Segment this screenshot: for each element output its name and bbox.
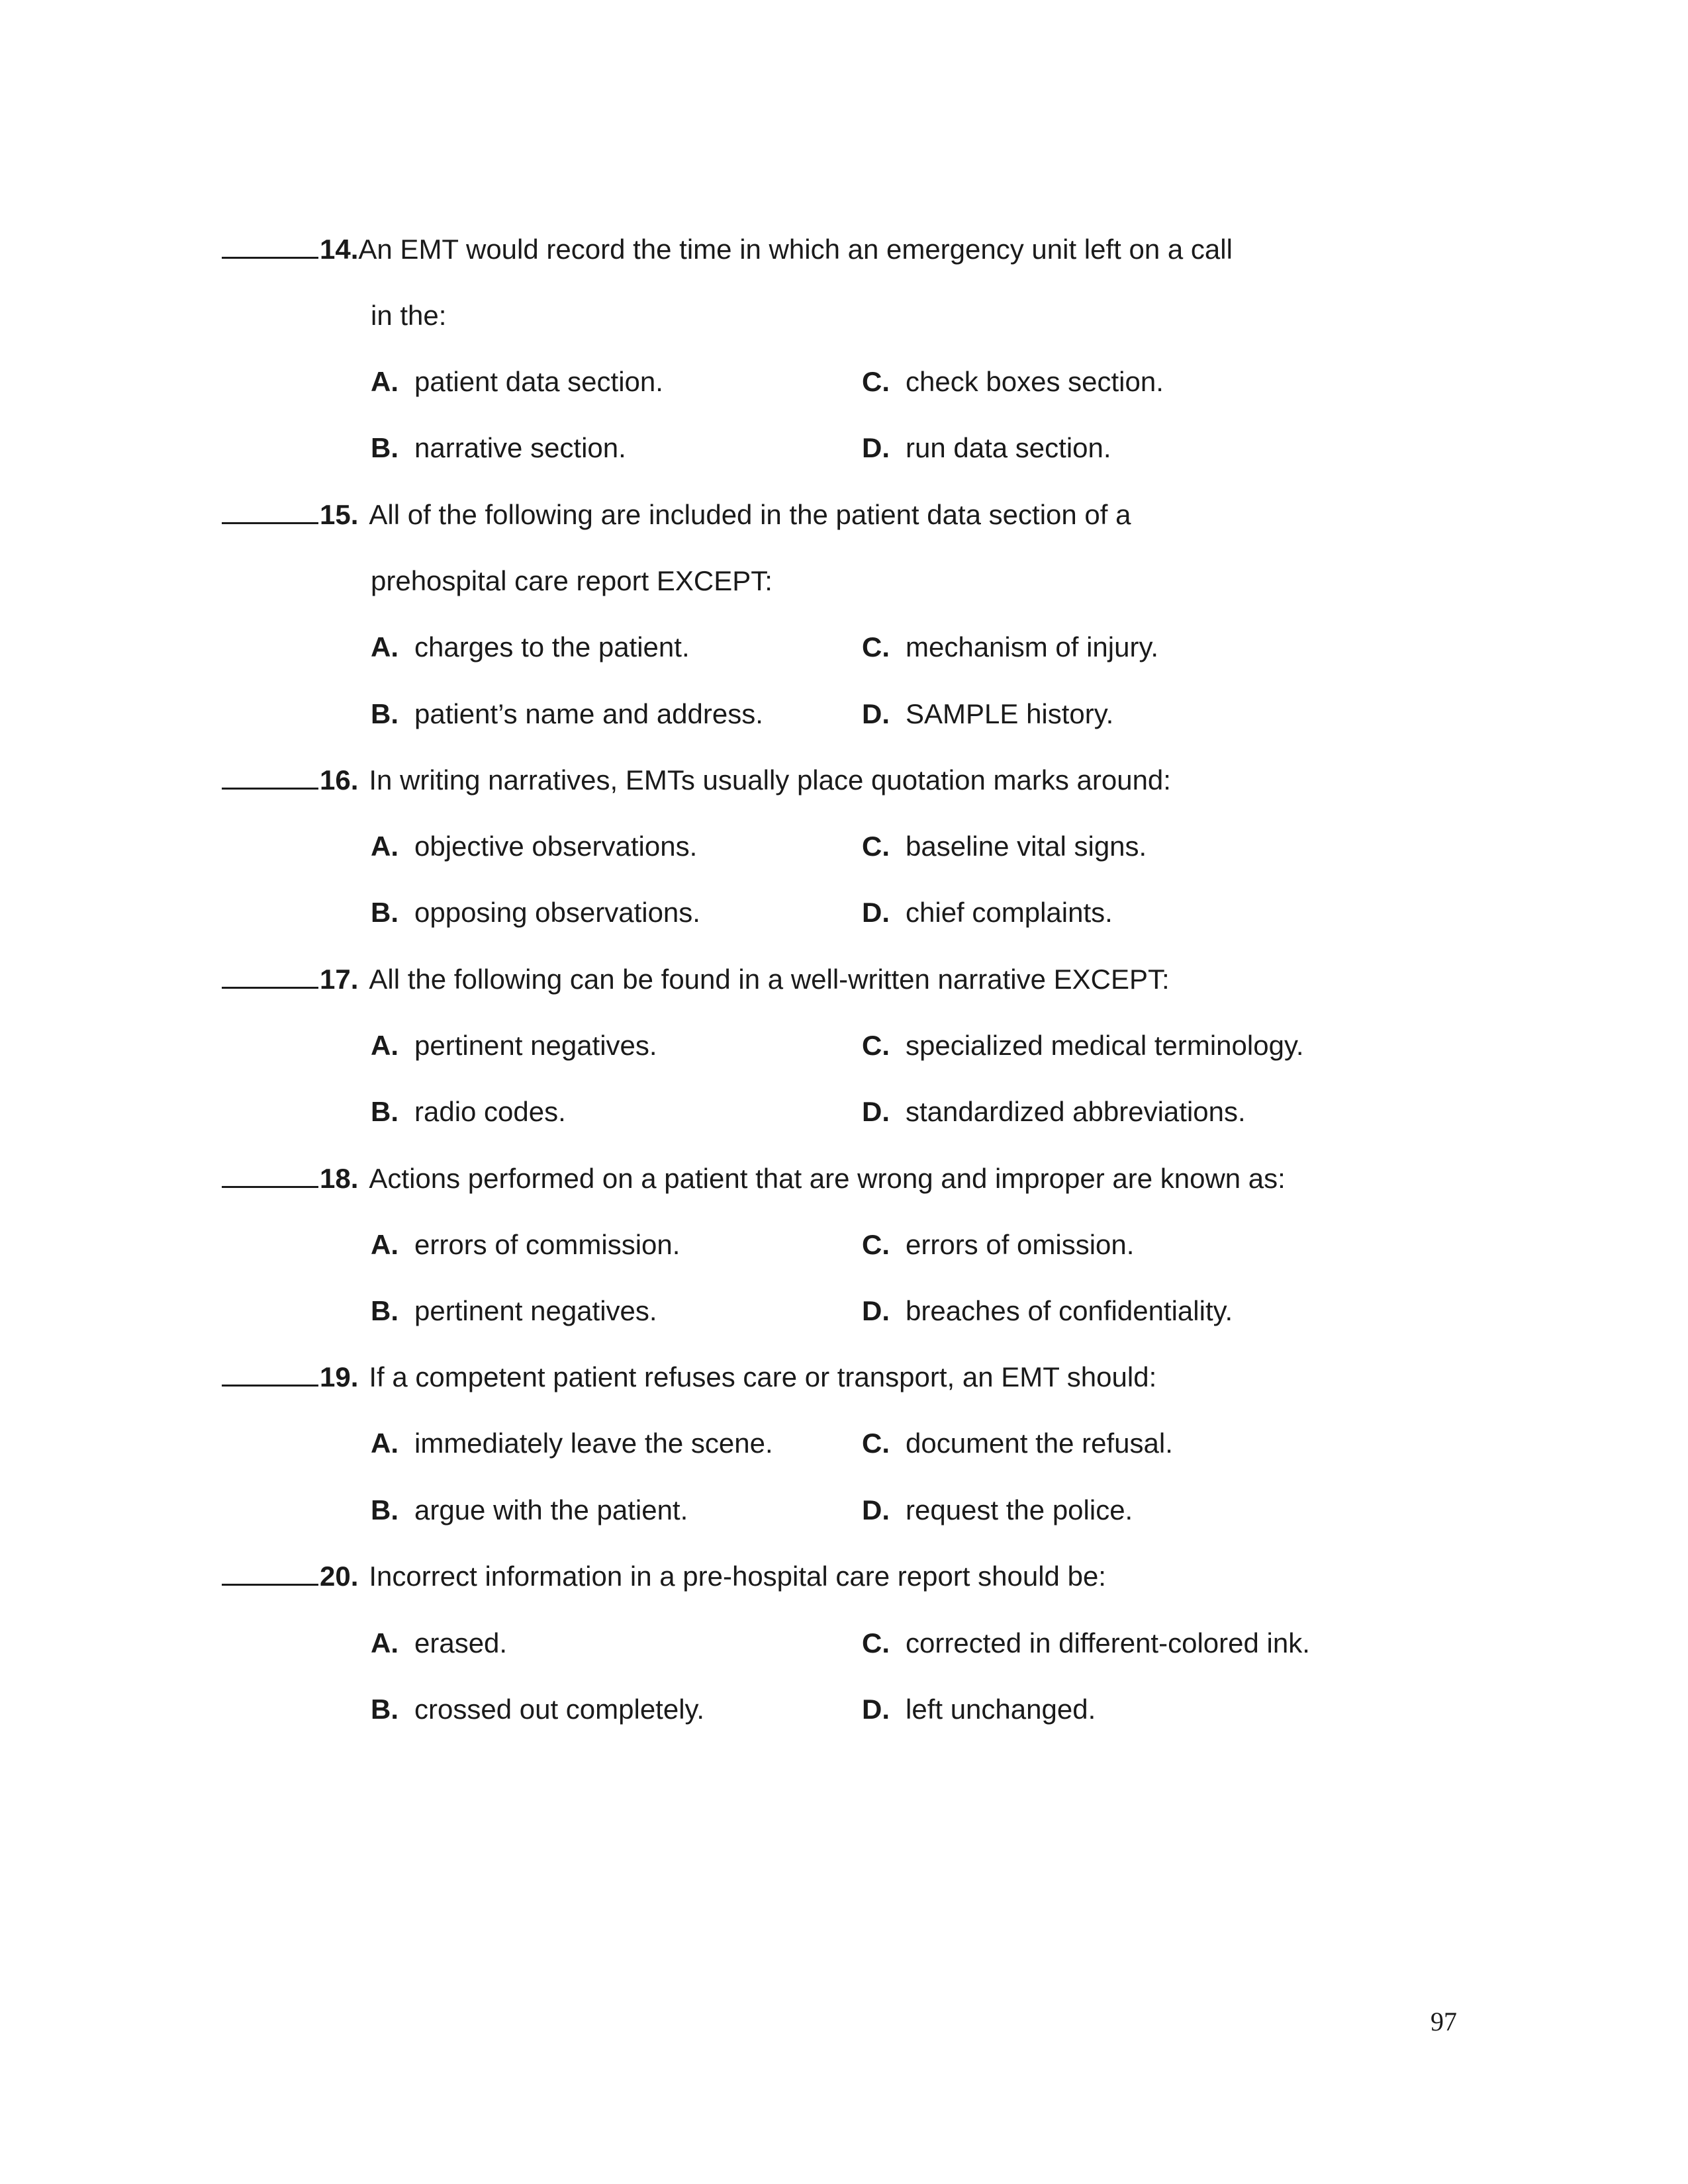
answer-blank[interactable] [222,1361,318,1387]
option-letter: D. [862,432,890,463]
option-c [862,1228,1134,1261]
question-number: 18. [320,1163,359,1194]
question-text: If a competent patient refuses care or transport, an EMT should: [369,1361,1157,1392]
option-text: opposing observations. [414,897,700,928]
option-text: chief complaints. [906,897,1113,928]
option-text: corrected in different-colored ink. [906,1627,1310,1659]
option-letter: A. [371,631,399,662]
option-b [371,896,700,929]
option-letter: B. [371,698,399,729]
option-text: request the police. [906,1494,1133,1525]
question-16 [222,764,1171,797]
option-d [862,698,1113,731]
answer-blank[interactable] [222,233,318,259]
option-letter: A. [371,1229,399,1260]
question-number: 20. [320,1561,359,1592]
option-text: mechanism of injury. [906,631,1159,662]
question-text: Actions performed on a patient that are wrong and improper are known as: [369,1163,1286,1194]
option-letter: C. [862,366,890,397]
answer-blank[interactable] [222,498,318,524]
question-text: All of the following are included in the patient data section of a [369,499,1131,530]
option-a [371,1627,507,1660]
option-letter: A. [371,1627,399,1659]
option-text: radio codes. [414,1096,566,1127]
option-text: breaches of confidentiality. [906,1295,1233,1326]
option-letter: C. [862,1030,890,1061]
question-text-continued: in the: [371,300,447,331]
option-letter: C. [862,1428,890,1459]
option-c [862,1427,1173,1460]
option-d [862,1095,1246,1128]
question-number: 17. [320,964,359,995]
option-text: patient’s name and address. [414,698,763,729]
option-a [371,1228,680,1261]
option-c [862,365,1164,398]
option-letter: D. [862,1096,890,1127]
option-text: left unchanged. [906,1694,1096,1725]
option-text: pertinent negatives. [414,1030,657,1061]
answer-blank[interactable] [222,1162,318,1188]
option-text: run data section. [906,432,1111,463]
question-number: 16. [320,764,359,796]
option-text: baseline vital signs. [906,831,1147,862]
answer-blank[interactable] [222,764,318,790]
option-b [371,698,763,731]
option-c [862,1029,1304,1062]
option-text: argue with the patient. [414,1494,688,1525]
question-text: In writing narratives, EMTs usually place quotation marks around: [369,764,1171,796]
option-letter: C. [862,831,890,862]
option-letter: D. [862,698,890,729]
question-text: Incorrect information in a pre-hospital care report should be: [369,1561,1106,1592]
option-letter: A. [371,831,399,862]
question-text-continued: prehospital care report EXCEPT: [371,565,773,596]
option-text: crossed out completely. [414,1694,705,1725]
option-c [862,1627,1310,1660]
option-b [371,432,626,465]
option-text: charges to the patient. [414,631,690,662]
question-text: All the following can be found in a well-written narrative EXCEPT: [369,964,1170,995]
option-d [862,896,1113,929]
option-text: erased. [414,1627,508,1659]
option-text: document the refusal. [906,1428,1173,1459]
option-a [371,631,690,664]
question-17 [222,963,1170,996]
option-b [371,1693,704,1726]
option-text: specialized medical terminology. [906,1030,1304,1061]
option-d [862,432,1111,465]
option-b [371,1295,657,1328]
option-letter: A. [371,1428,399,1459]
option-letter: D. [862,1494,890,1525]
answer-blank[interactable] [222,963,318,989]
question-14 [222,233,1233,266]
question-number: 14. [320,234,359,265]
option-c [862,830,1147,863]
option-text: immediately leave the scene. [414,1428,773,1459]
option-b [371,1095,566,1128]
option-letter: B. [371,1494,399,1525]
option-letter: C. [862,631,890,662]
option-text: narrative section. [414,432,626,463]
option-a [371,830,697,863]
question-number: 19. [320,1361,359,1392]
option-letter: A. [371,1030,399,1061]
question-15 [222,498,1131,531]
option-a [371,1427,773,1460]
option-text: objective observations. [414,831,698,862]
option-letter: B. [371,1694,399,1725]
option-text: errors of omission. [906,1229,1135,1260]
question-number: 15. [320,499,359,530]
option-letter: B. [371,432,399,463]
option-letter: B. [371,1096,399,1127]
option-text: patient data section. [414,366,663,397]
option-text: pertinent negatives. [414,1295,657,1326]
option-letter: D. [862,1694,890,1725]
option-letter: B. [371,1295,399,1326]
option-letter: B. [371,897,399,928]
option-a [371,365,663,398]
option-letter: C. [862,1229,890,1260]
option-text: errors of commission. [414,1229,680,1260]
option-a [371,1029,657,1062]
option-d [862,1295,1233,1328]
option-text: SAMPLE history. [906,698,1114,729]
option-letter: C. [862,1627,890,1659]
option-c [862,631,1158,664]
option-letter: D. [862,1295,890,1326]
question-20 [222,1560,1106,1593]
answer-blank[interactable] [222,1560,318,1586]
option-d [862,1494,1133,1527]
option-text: standardized abbreviations. [906,1096,1246,1127]
option-text: check boxes section. [906,366,1164,397]
question-19 [222,1361,1156,1394]
option-d [862,1693,1096,1726]
question-18 [222,1162,1286,1195]
page-number: 97 [1430,2007,1457,2036]
option-letter: A. [371,366,399,397]
option-b [371,1494,688,1527]
option-letter: D. [862,897,890,928]
question-text: An EMT would record the time in which an emergency unit left on a call [358,234,1233,265]
